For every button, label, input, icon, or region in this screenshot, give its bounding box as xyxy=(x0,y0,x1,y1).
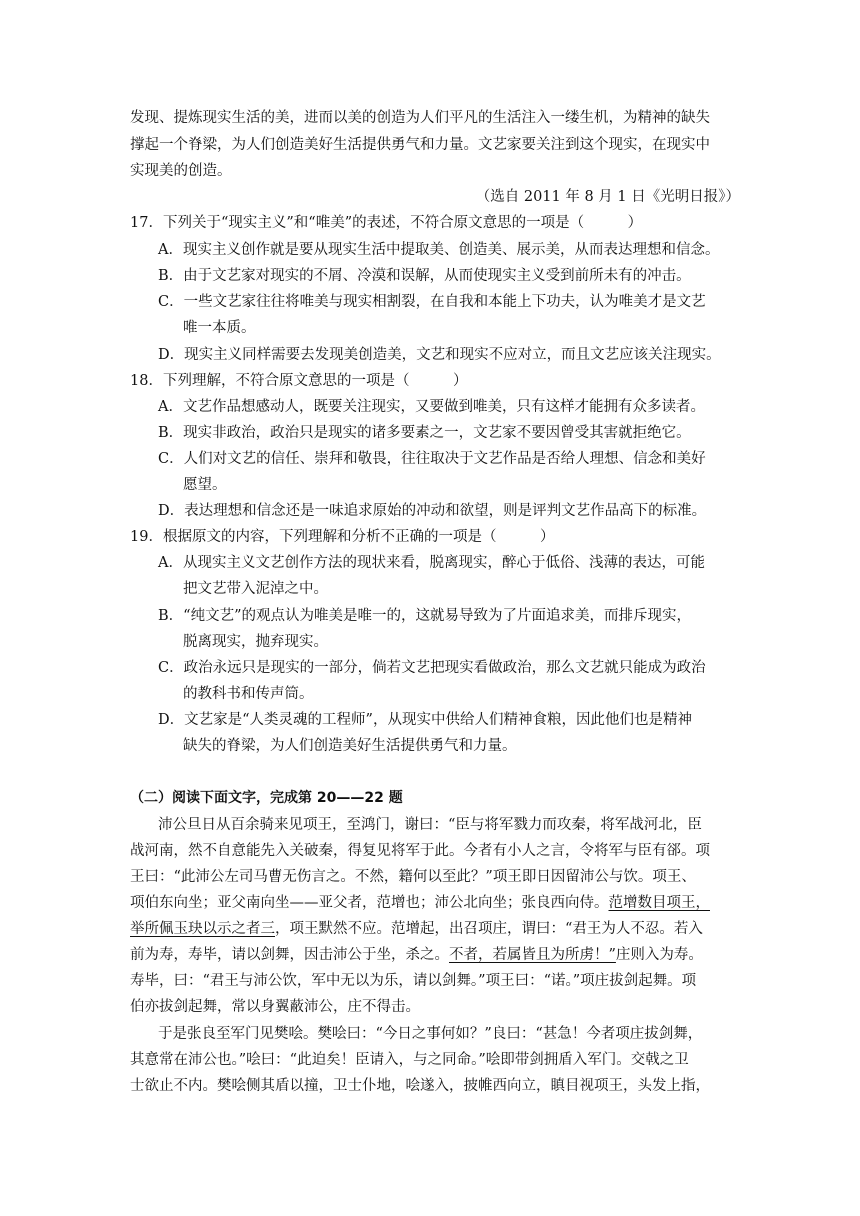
underlined-sentence: 举所佩玉玦以示之者三 xyxy=(130,921,275,937)
q19-option-b: B．“纯文艺”的观点认为唯美是唯一的，这就易导致为了片面追求美，而排斥现实， xyxy=(158,608,691,624)
q18-option-b: B．现实非政治，政治只是现实的诸多要素之一，文艺家不要因曾受其害就拒绝它。 xyxy=(158,425,691,441)
underlined-sentence: 不者，若属皆且为所虏！” xyxy=(449,947,616,963)
q19-option-a-cont: 把文艺带入泥淖之中。 xyxy=(183,581,328,597)
question-17-stem: 17．下列关于“现实主义”和“唯美”的表述，不符合原文意思的一项是（ ） xyxy=(130,215,643,231)
source-citation: （选自 2011 年 8 月 1 日《光明日报》） xyxy=(475,189,740,205)
section-2-title: （二）阅读下面文字，完成第 20——22 题 xyxy=(130,790,403,806)
q19-option-c-cont: 的教科书和传声筒。 xyxy=(183,686,314,702)
passage-line: 士欲止不内。樊哙侧其盾以撞，卫士仆地，哙遂入，披帷西向立，瞋目视项王，头发上指， xyxy=(130,1078,710,1094)
passage-text: 前为寿，寿毕，请以剑舞，因击沛公于坐，杀之。 xyxy=(130,947,449,963)
q19-option-d-cont: 缺失的脊梁，为人们创造美好生活提供勇气和力量。 xyxy=(183,738,517,754)
q17-option-a: A．现实主义创作就是要从现实生活中提取美、创造美、展示美，从而表达理想和信念。 xyxy=(158,242,720,258)
intro-line: 实现美的创造。 xyxy=(130,163,232,179)
passage-text: 庄则入为寿。 xyxy=(615,947,703,963)
passage-line: 沛公旦日从百余骑来见项王，至鸿门，谢曰：“臣与将军戮力而攻秦，将军战河北，臣 xyxy=(158,817,702,833)
intro-line: 撑起一个脊梁，为人们创造美好生活提供勇气和力量。文艺家要关注到这个现实，在现实中 xyxy=(130,137,710,153)
q17-option-d: D．现实主义同样需要去发现美创造美，文艺和现实不应对立，而且文艺应该关注现实。 xyxy=(158,347,721,363)
q19-option-b-cont: 脱离现实，抛弃现实。 xyxy=(183,634,328,650)
underlined-sentence: 范增数目项王， xyxy=(608,895,710,911)
q17-option-b: B．由于文艺家对现实的不屑、冷漠和误解，从而使现实主义受到前所未有的冲击。 xyxy=(158,268,691,284)
q18-option-d: D．表达理想和信念还是一味追求原始的冲动和欲望，则是评判文艺作品高下的标准。 xyxy=(158,503,707,519)
passage-line: 于是张良至军门见樊哙。樊哙曰：“今日之事何如？”良曰：“甚急！今者项庄拔剑舞， xyxy=(158,1026,703,1042)
passage-line xyxy=(130,893,740,913)
q19-option-c: C．政治永远只是现实的一部分，倘若文艺把现实看做政治，那么文艺就只能成为政治 xyxy=(158,660,706,676)
passage-line: 寿毕，曰：“君王与沛公饮，军中无以为乐，请以剑舞。”项王曰：“诺。”项庄拔剑起舞。项 xyxy=(130,973,697,989)
q18-option-c-cont: 愿望。 xyxy=(183,477,227,493)
passage-line xyxy=(130,919,740,939)
q17-option-c: C．一些文艺家往往将唯美与现实相割裂，在自我和本能上下功夫，认为唯美才是文艺 xyxy=(158,294,706,310)
question-19-stem: 19．根据原文的内容，下列理解和分析不正确的一项是（ ） xyxy=(130,529,555,545)
passage-line: 伯亦拔剑起舞，常以身翼蔽沛公，庄不得击。 xyxy=(130,999,420,1015)
q17-option-c-cont: 唯一本质。 xyxy=(183,320,256,336)
passage-text: ，项王默然不应。范增起，出召项庄，谓曰：“君王为人不忍。若入 xyxy=(275,921,703,937)
passage-line: 王曰：“此沛公左司马曹无伤言之。不然，籍何以至此？”项王即日因留沛公与饮。项王、 xyxy=(130,869,696,885)
intro-line: 发现、提炼现实生活的美，进而以美的创造为人们平凡的生活注入一缕生机，为精神的缺失 xyxy=(130,110,710,126)
passage-text: 项伯东向坐；亚父南向坐——亚父者，范增也；沛公北向坐；张良西向侍。 xyxy=(130,895,609,911)
q18-option-a: A．文艺作品想感动人，既要关注现实，又要做到唯美，只有这样才能拥有众多读者。 xyxy=(158,399,705,415)
q18-option-c: C．人们对文艺的信任、崇拜和敬畏，往往取决于文艺作品是否给人理想、信念和美好 xyxy=(158,451,706,467)
q19-option-a: A．从现实主义文艺创作方法的现状来看，脱离现实，醉心于低俗、浅薄的表达，可能 xyxy=(158,555,705,571)
passage-line xyxy=(130,945,740,965)
passage-line: 战河南，然不自意能先入关破秦，得复见将军于此。今者有小人之言，令将军与臣有郤。项 xyxy=(130,843,710,859)
passage-line: 其意常在沛公也。”哙曰：“此迫矣！臣请入，与之同命。”哙即带剑拥盾入军门。交戟之卫 xyxy=(130,1052,689,1068)
question-18-stem: 18．下列理解，不符合原文意思的一项是（ ） xyxy=(130,373,468,389)
q19-option-d: D．文艺家是“人类灵魂的工程师”，从现实中供给人们精神食粮，因此他们也是精神 xyxy=(158,712,692,728)
